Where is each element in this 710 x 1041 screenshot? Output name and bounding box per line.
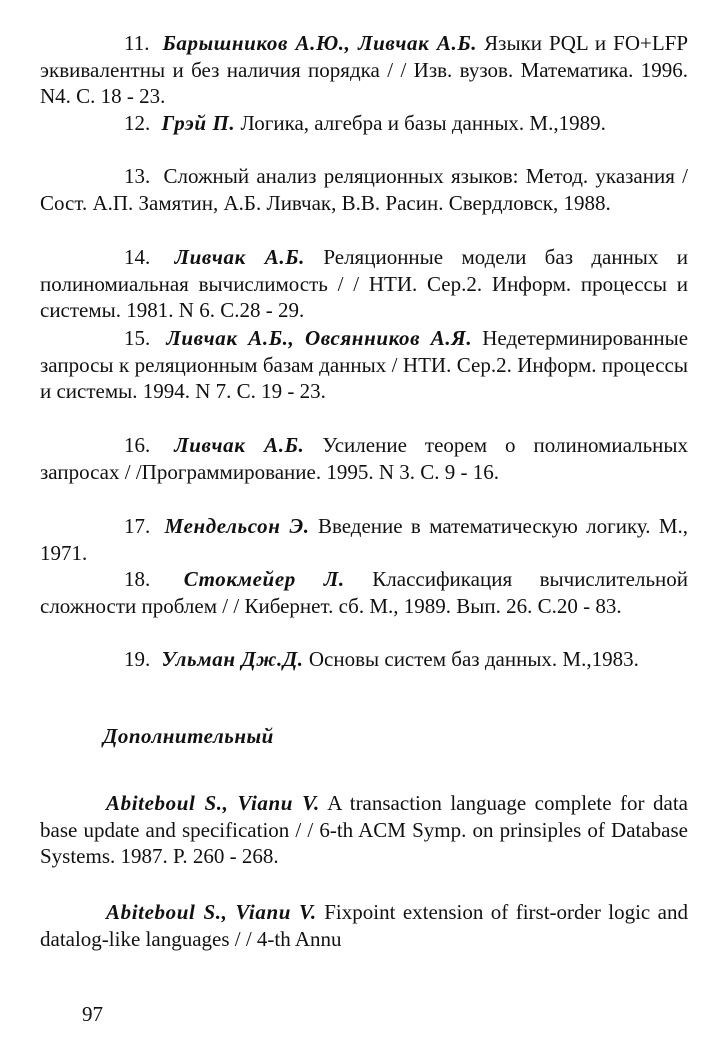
reference-text: A transaction language complete for data base update and specification / / 6-th ACM Symp. on prinsiples of Database Systems. 1987. P. 260 - 268. [40,791,689,868]
reference-author: Ливчак А.Б. [174,245,306,269]
reference-number: 11. [124,31,150,55]
reference-text: Реляционные модели баз данных и полиномиальная вычислимость / / НТИ. Сер.2. Информ. процессы и системы. 1981. N 6. С.28 - 29. [40,245,688,322]
reference-number: 14. [124,245,151,269]
reference-number: 13. [124,164,151,188]
section-heading: Дополнительный [103,724,274,748]
extra-reference-2 [40,899,688,952]
reference-text: Сложный анализ реляционных языков: Метод. указания / Сост. А.П. Замятин, А.Б. Ливчак, В.В. Расин. Свердловск, 1988. [40,164,688,215]
reference-author: Ульман Дж.Д. [161,647,304,671]
reference-text: Классификация вычислительной сложности проблем / / Кибернет. сб. М., 1989. Вып. 26. С.20 - 83. [40,567,689,618]
reference-11 [40,30,688,110]
reference-15 [40,325,688,405]
reference-18 [40,566,688,619]
reference-text: Введение в математическую логику. М., 1971. [40,514,689,565]
reference-text: Основы систем баз данных. М.,1983. [308,647,639,671]
page-number: 97 [82,1002,103,1026]
reference-text: Fixpoint extension of first-order logic and datalog-like languages / / 4-th Annu [40,900,689,951]
reference-number: 16. [124,433,151,457]
reference-author: Грэй П. [161,111,236,135]
reference-17 [40,513,688,566]
reference-text: Языки PQL и FO+LFP эквивалентны и без наличия порядка / / Изв. вузов. Математика. 1996. N4. С. 18 - 23. [40,31,689,108]
reference-text: Логика, алгебра и базы данных. М.,1989. [240,111,606,135]
reference-author: Барышников А.Ю., Ливчак А.Б. [162,31,478,55]
reference-number: 12. [124,111,151,135]
reference-12 [40,110,688,137]
reference-13 [40,163,688,216]
reference-number: 19. [124,647,151,671]
reference-number: 15. [124,326,151,350]
reference-19 [40,646,688,673]
reference-author: Abiteboul S., Vianu V. [106,791,320,815]
reference-author: Стокмейер Л. [183,567,345,591]
reference-author: Ливчак А.Б., Овсянников А.Я. [166,326,473,350]
reference-author: Мендельсон Э. [164,514,310,538]
reference-author: Abiteboul S., Vianu V. [106,900,317,924]
extra-reference-1 [40,790,688,870]
reference-author: Ливчак А.Б. [174,433,305,457]
reference-number: 17. [124,514,151,538]
reference-14 [40,244,688,324]
reference-text: Усиление теорем о полиномиальных запросах / /Программирование. 1995. N 3. С. 9 - 16. [40,433,688,484]
reference-16 [40,432,688,485]
reference-text: Недетерминированные запросы к реляционным базам данных / НТИ. Сер.2. Информ. процессы и системы. 1994. N 7. С. 19 - 23. [40,326,689,403]
reference-number: 18. [124,567,151,591]
